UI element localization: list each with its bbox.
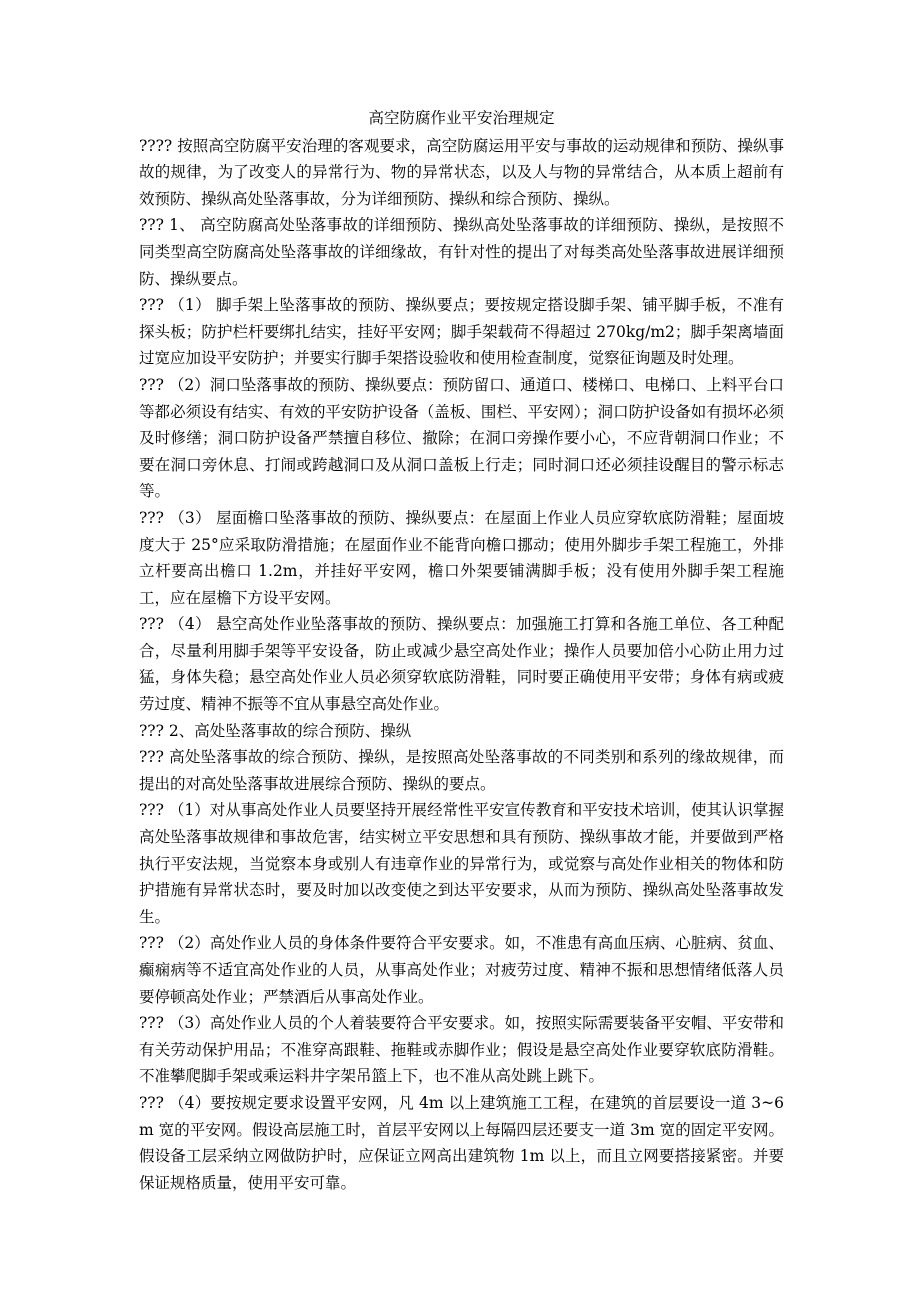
paragraph-2-2-health: ??? （2）高处作业人员的身体条件要符合平安要求。如，不准患有高血压病、心脏病、贫血、癫痫病等不适宜高处作业的人员，从事高处作业；对疲劳过度、精神不振和思想情绪低落人员要停顿高处作业；严禁酒后从事高处作业。 <box>139 934 784 1006</box>
paragraph-1-4-suspended: ??? （4） 悬空高处作业坠落事故的预防、操纵要点：加强施工打算和各施工单位、各工种配合，尽量利用脚手架等平安设备，防止或减少悬空高处作业；操作人员要加倍小心防止用力过猛，身体失稳；悬空高处作业人员必须穿软底防滑鞋，同时要正确使用平安带；身体有病或疲劳过度、精神不振等不宜从事悬空高处作业。 <box>139 615 784 714</box>
paragraph-1-2-opening: ??? （2）洞口坠落事故的预防、操纵要点：预防留口、通道口、楼梯口、电梯口、上料平台口等都必须设有结实、有效的平安防护设备（盖板、围栏、平安网）；洞口防护设备如有损坏必须及时修缮；洞口防护设备严禁擅自移位、撤除；在洞口旁操作要小心，不应背朝洞口作业；不要在洞口旁休息、打闹或跨越洞口及从洞口盖板上行走；同时洞口还必须挂设醒目的警示标志等。 <box>139 375 784 501</box>
paragraph-intro: ???? 按照高空防腐平安治理的客观要求，高空防腐运用平安与事故的运动规律和预防、操纵事故的规律，为了改变人的异常行为、物的异常状态，以及人与物的异常结合，从本质上超前有效预防、操纵高处坠落事故，分为详细预防、操纵和综合预防、操纵。 <box>139 136 784 208</box>
paragraph-1-3-roof-eave: ??? （3） 屋面檐口坠落事故的预防、操纵要点：在屋面上作业人员应穿软底防滑鞋；屋面坡度大于 25°应采取防滑措施；在屋面作业不能背向檐口挪动；使用外脚步手架工程施工，外排立杆要高出檐口 1.2m，并挂好平安网，檐口外架要铺满脚手板；没有使用外脚手架工程施工，应在屋檐下方设平安网。 <box>139 508 784 607</box>
paragraph-1-1-scaffold: ??? （1） 脚手架上坠落事故的预防、操纵要点；要按规定搭设脚手架、铺平脚手板，不准有探头板；防护栏杆要绑扎结实，挂好平安网；脚手架载荷不得超过 270kg/m2；脚手架离墙面过宽应加设平安防护；并要实行脚手架搭设验收和使用检查制度，觉察征询题及时处理。 <box>139 296 784 368</box>
document-page <box>139 105 784 1196</box>
paragraph-2-3-attire: ??? （3）高处作业人员的个人着装要符合平安要求。如，按照实际需要装备平安帽、平安带和有关劳动保护用品；不准穿高跟鞋、拖鞋或赤脚作业；假设是悬空高处作业要穿软底防滑鞋。不准攀爬脚手架或乘运料井字架吊篮上下，也不准从高处跳上跳下。 <box>139 1014 784 1086</box>
paragraph-section-2-intro: ??? 高处坠落事故的综合预防、操纵，是按照高处坠落事故的不同类别和系列的缘故规律，而提出的对高处坠落事故进展综合预防、操纵的要点。 <box>139 748 784 793</box>
paragraph-section-1: ??? 1、 高空防腐高处坠落事故的详细预防、操纵高处坠落事故的详细预防、操纵，是按照不同类型高空防腐高处坠落事故的详细缘故，有针对性的提出了对每类高处坠落事故进展详细预防、操纵要点。 <box>139 216 784 288</box>
document-title: 高空防腐作业平安治理规定 <box>368 109 555 127</box>
paragraph-2-4-safety-net: ??? （4）要按规定要求设置平安网，凡 4m 以上建筑施工工程，在建筑的首层要设一道 3~6m 宽的平安网。假设高层施工时，首层平安网以上每隔四层还要支一道 3m 宽的固定平安网。假设备工层采纳立网做防护时，应保证立网高出建筑物 1m 以上，而且立网要搭接紧密。并要保证规格质量，使用平安可靠。 <box>139 1093 784 1192</box>
paragraph-section-2: ??? 2、高处坠落事故的综合预防、操纵 <box>139 721 412 740</box>
paragraph-2-1-training: ??? （1）对从事高处作业人员要坚持开展经常性平安宣传教育和平安技术培训，使其认识掌握高处坠落事故规律和事故危害，结实树立平安思想和具有预防、操纵事故才能，并要做到严格执行平安法规，当觉察本身或别人有违章作业的异常行为，或觉察与高处作业相关的物体和防护措施有异常状态时，要及时加以改变使之到达平安要求，从而为预防、操纵高处坠落事故发生。 <box>139 801 784 926</box>
